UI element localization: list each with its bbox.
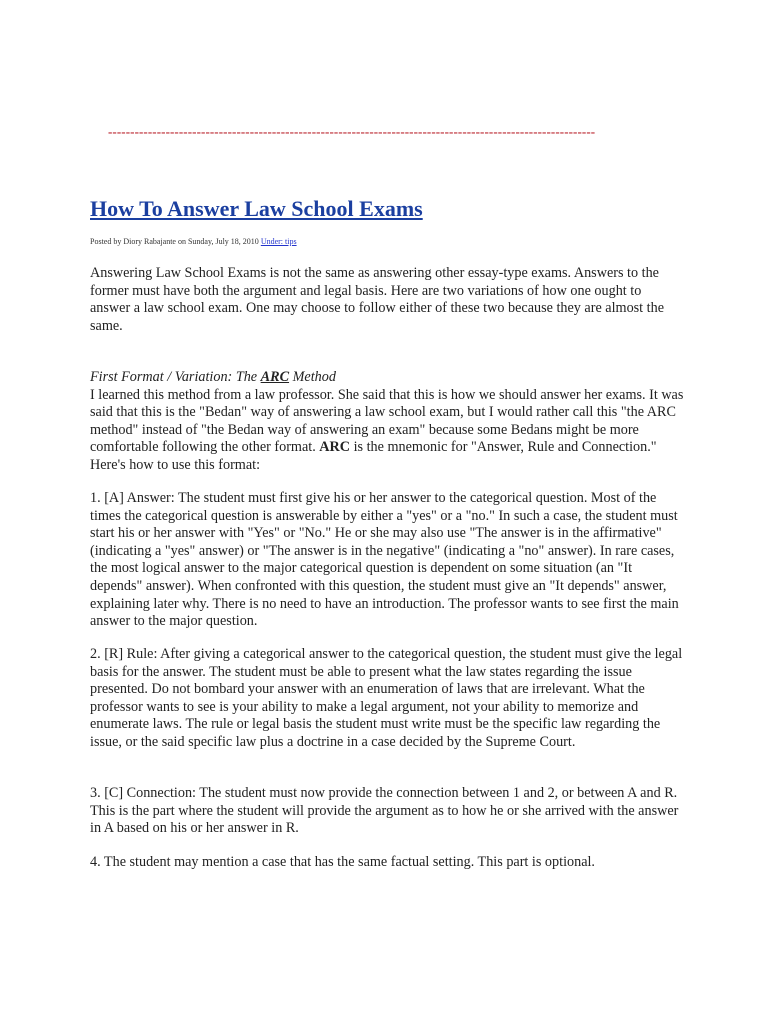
step-case-paragraph: 4. The student may mention a case that has the same factual setting. This part is optional.	[90, 854, 595, 870]
format-section	[90, 369, 685, 475]
subhead-suffix: Method	[289, 369, 336, 385]
step-answer-paragraph: 1. [A] Answer: The student must first give his or her answer to the categorical question. Most of the times the categorical question is answerable by either a "yes" or a "no." In such a case, the student must start his or her answer with "Yes" or "No." He or she may also use "The answer is in the affirmative" (indicating a "yes" answer) or "The answer is in the negative" (indicating a "no" answer). In rare cases, the most logical answer to the major categorical question is dependent on some situation (an "It depends" answer). When confronted with this question, the student must give an "It depends" answer, explaining later why. There is no need to have an introduction. The professor wants to see first the main answer to the major question.	[90, 490, 679, 630]
divider-line: --------------------------------------------------------------------------------------------------------------	[108, 124, 596, 139]
subhead-arc: ARC	[260, 369, 290, 385]
step-connection-paragraph: 3. [C] Connection: The student must now provide the connection between 1 and 2, or between A and R. This is the part where the student will provide the argument as to how he or she arrived with the answer in A based on his or her answer in R.	[90, 785, 679, 837]
step-rule-paragraph: 2. [R] Rule: After giving a categorical answer to the categorical question, the student must give the legal basis for the answer. The student must be able to present what the law states regarding the issue presented. Do not bombard your answer with an enumeration of laws that are irrelevant. What the professor wants to see is your ability to make a legal argument, not your ability to memorize and enumerate laws. The rule or legal basis the student must write must be the specific law regarding the issue, or the said specific law plus a doctrine in a case decided by the Supreme Court.	[90, 646, 683, 750]
format-subheading	[90, 369, 685, 387]
subhead-prefix: First Format / Variation: The	[90, 369, 261, 385]
format-text-before: I learned this method from a law professor. She said that this is how we should answer her exams. It was said that this is the "Bedan" way of answering a law school exam, but I would rather call this "the ARC method" instead of "the Bedan way of answering an exam" because some Bedans might be more comfortable following the other format.	[90, 386, 684, 456]
post-meta-text: Posted by Diory Rabajante on Sunday, July 18, 2010	[90, 237, 259, 246]
format-text-arc: ARC	[319, 439, 351, 456]
format-text-after: is the mnemonic for "Answer, Rule and Connection." Here's how to use this format:	[90, 439, 657, 473]
post-meta	[90, 237, 297, 246]
post-category-link[interactable]: Under: tips	[260, 237, 297, 246]
format-paragraph	[90, 387, 685, 475]
intro-paragraph: Answering Law School Exams is not the same as answering other essay-type exams. Answers to the former must have both the argument and legal basis. Here are two variations of how one ought to answer a law school exam. One may choose to follow either of these two because they are almost the same.	[90, 265, 665, 334]
post-title-link[interactable]: How To Answer Law School Exams	[90, 196, 423, 221]
